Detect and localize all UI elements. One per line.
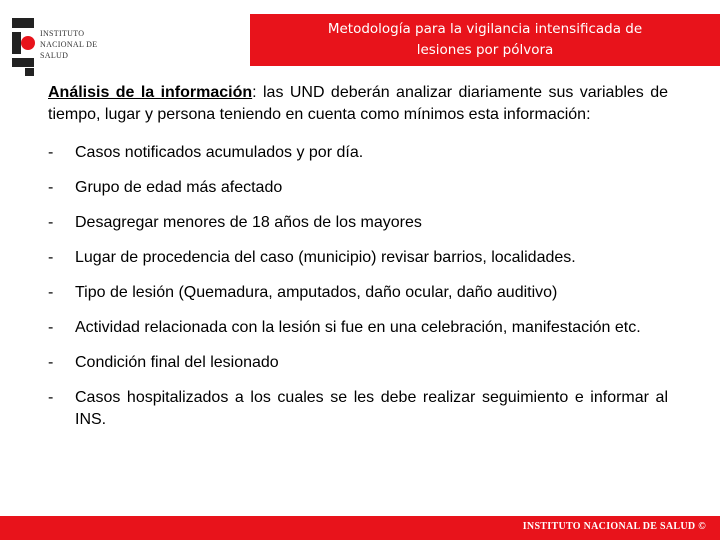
list-item-text: Condición final del lesionado: [75, 354, 279, 371]
dash-bullet: -: [48, 284, 54, 301]
list-item: [48, 352, 668, 374]
list-item-text: Grupo de edad más afectado: [75, 179, 283, 196]
dash-bullet: -: [48, 319, 54, 336]
ins-logo: [12, 14, 112, 78]
list-item-text: Lugar de procedencia del caso (municipio) revisar barrios, localidades.: [75, 249, 576, 266]
slide-content: [48, 82, 668, 431]
logo-line-3: SALUD: [40, 51, 69, 60]
footer-bar: [0, 516, 720, 540]
footer-text: INSTITUTO NACIONAL DE SALUD ©: [522, 521, 706, 532]
logo-line-1: INSTITUTO: [40, 29, 85, 38]
slide-title-bar: [250, 14, 720, 66]
intro-lead: Análisis de la información: [48, 84, 253, 101]
dash-bullet: -: [48, 179, 54, 196]
list-item: [48, 247, 668, 269]
logo-line-2: NACIONAL DE: [40, 40, 98, 49]
list-item-text: Tipo de lesión (Quemadura, amputados, daño ocular, daño auditivo): [75, 284, 558, 301]
list-item-text: Casos notificados acumulados y por día.: [75, 144, 364, 161]
ins-logo-text: [40, 28, 97, 61]
list-item: [48, 317, 668, 339]
info-list: [48, 142, 668, 431]
dash-bullet: -: [48, 214, 54, 231]
dash-bullet: -: [48, 249, 54, 266]
list-item: [48, 282, 668, 304]
list-item: [48, 142, 668, 164]
slide-title-line-1: Metodología para la vigilancia intensificada de: [327, 21, 643, 37]
ins-logo-mark-icon: [12, 18, 36, 76]
intro-paragraph: [48, 82, 668, 126]
dash-bullet: -: [48, 354, 54, 371]
list-item-text: Desagregar menores de 18 años de los mayores: [75, 214, 422, 231]
slide-title-line-2: lesiones por pólvora: [416, 42, 554, 58]
list-item-text: Casos hospitalizados a los cuales se les debe realizar seguimiento e informar al INS.: [75, 389, 668, 428]
list-item: [48, 212, 668, 234]
intro-text: : las UND deberán analizar diariamente sus variables de tiempo, lugar y persona teniendo en cuenta como mínimos esta información:: [48, 84, 669, 123]
list-item: [48, 177, 668, 199]
dash-bullet: -: [48, 144, 54, 161]
dash-bullet: -: [48, 389, 54, 406]
list-item-text: Actividad relacionada con la lesión si fue en una celebración, manifestación etc.: [75, 319, 641, 336]
list-item: [48, 387, 668, 431]
